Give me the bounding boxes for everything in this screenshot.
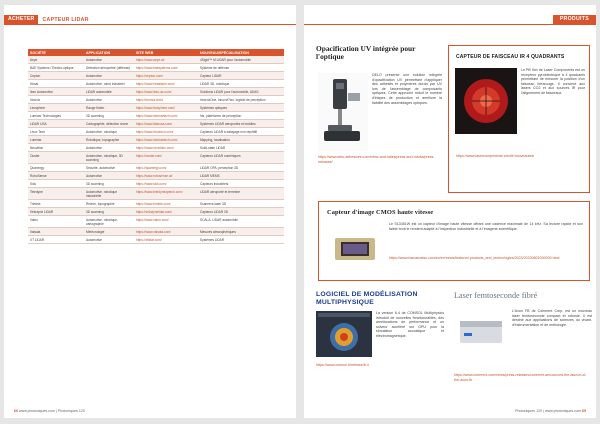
application-cell: Automotive bbox=[84, 72, 134, 80]
article-title-comsol: LOGICIEL DE MODÉLISATION MULTIPHYSIQUE bbox=[316, 291, 418, 306]
specialty-cell: SCALA, LiDAR automobile bbox=[198, 216, 284, 228]
website-cell[interactable]: https://ouster.com/ bbox=[134, 152, 198, 164]
website-cell[interactable]: https://www.lidarusa.com/ bbox=[134, 120, 198, 128]
article-body: La version 6.4 de COMSOL Multiphysics introduit de nouvelles fonctionnalités, des améliorations de performance et un solveur accéléré sur GPU pour la simulation acoustique et électromagnétique. bbox=[376, 311, 444, 338]
table-row bbox=[28, 188, 284, 200]
website-cell[interactable]: https://www.neuvition.com/ bbox=[134, 144, 198, 152]
company-cell: LiDAR USA bbox=[28, 120, 84, 128]
website-cell[interactable]: https://www.livoxtech.com/ bbox=[134, 128, 198, 136]
company-cell: RoboSense bbox=[28, 172, 84, 180]
header-rule bbox=[304, 24, 596, 25]
table-row bbox=[28, 180, 284, 188]
company-cell: Cepton bbox=[28, 72, 84, 80]
article-box-quadrant bbox=[448, 45, 590, 193]
right-footer: Photoniques 120 | www.photoniques.com 69 bbox=[515, 409, 586, 413]
cmos-sensor-image bbox=[327, 224, 383, 274]
table-row bbox=[28, 164, 284, 172]
company-cell: Valeo bbox=[28, 216, 84, 228]
application-cell: Détection aéroportée (défense) bbox=[84, 64, 134, 72]
application-cell: Relevé, topographie bbox=[84, 200, 134, 208]
application-cell: Météorologie bbox=[84, 228, 134, 236]
footer-url[interactable]: www.photoniques.com bbox=[19, 409, 55, 413]
website-cell[interactable]: https://velodynelidar.com/ bbox=[134, 208, 198, 216]
specialty-cell: Capteurs LiDAR à balayage non répétitif bbox=[198, 128, 284, 136]
company-cell: Aeye bbox=[28, 56, 84, 64]
application-cell: Automotive, robotique bbox=[84, 128, 134, 136]
company-cell: Quanergy bbox=[28, 164, 84, 172]
company-cell: Hesai bbox=[28, 80, 84, 88]
column-header: NOUVEAU/SPÉCIALISATION bbox=[198, 49, 284, 56]
right-page bbox=[304, 5, 596, 418]
website-cell[interactable]: https://www.teledyneoptech.com/ bbox=[134, 188, 198, 200]
application-cell: Automotive bbox=[84, 144, 134, 152]
application-cell: Automotive bbox=[84, 172, 134, 180]
article-title-opacification: Opacification UV intégrée pour l'optique bbox=[316, 44, 416, 62]
application-cell: Automotive bbox=[84, 96, 134, 104]
company-cell: Neuvition bbox=[28, 144, 84, 152]
website-cell[interactable]: https://www.robosense.ai/ bbox=[134, 172, 198, 180]
specialty-cell: Systèmes LiDAR aéroportés et mobiles bbox=[198, 120, 284, 128]
company-cell: Vaisala bbox=[28, 228, 84, 236]
specialty-cell: LiDAR 3D, robotique bbox=[198, 80, 284, 88]
company-cell: Trimble bbox=[28, 200, 84, 208]
specialty-cell: Solid-state LiDAR bbox=[198, 144, 284, 152]
header-rule bbox=[4, 24, 296, 25]
website-cell[interactable]: https://cepton.com/ bbox=[134, 72, 198, 80]
specialty-cell: LiDAR OPA, perception 3D bbox=[198, 164, 284, 172]
application-cell: Automotive bbox=[84, 56, 134, 64]
article-body: Le PB 9ch de Laser Components est un récepteur pyroélectrique à 4 quadrants permettant de mesurer la position d'un faisceau infrarouge. Il convient aux lasers CO2 et aux sources IR pour l'alignement de faisceaux. bbox=[521, 68, 585, 95]
article-title-cmos: Capteur d'image CMOS haute vitesse bbox=[327, 209, 434, 216]
company-cell: Luminar Technologies bbox=[28, 112, 84, 120]
specialty-cell: Système de défense bbox=[198, 64, 284, 72]
company-cell: Innoviz bbox=[28, 96, 84, 104]
website-cell[interactable]: https://www.leosphere.com/ bbox=[134, 104, 198, 112]
table-row bbox=[28, 208, 284, 216]
table-row bbox=[28, 228, 284, 236]
specialty-cell: Scanners laser 3D bbox=[198, 200, 284, 208]
website-cell[interactable]: https://www.aeye.ai/ bbox=[134, 56, 198, 64]
article-link-hamamatsu[interactable]: https://www.hamamatsu.com/eu/en/news/featured-products_and_technologies/2023/20230801000000.html bbox=[389, 256, 560, 260]
left-section-header bbox=[4, 15, 89, 24]
website-cell[interactable]: https://www.hesaitech.com/ bbox=[134, 80, 198, 88]
article-link-coherent[interactable]: https://www.coherent.com/news/press-releases/coherent-announced-the-launch-of-the-axon-fb bbox=[454, 373, 587, 382]
application-cell: Sécurité, automotive bbox=[84, 164, 134, 172]
table-header-row bbox=[28, 49, 284, 56]
article-box-cmos bbox=[318, 201, 590, 281]
company-cell: Leosphere bbox=[28, 104, 84, 112]
specialty-cell: Mapping, localisation bbox=[198, 136, 284, 144]
section-title-capteur-lidar: CAPTEUR LIDAR bbox=[42, 16, 89, 23]
website-cell[interactable]: https://www.valeo.com/ bbox=[134, 216, 198, 228]
website-cell[interactable]: https://www.luminartech.com/ bbox=[134, 136, 198, 144]
table-row bbox=[28, 80, 284, 88]
ir-sensor-image bbox=[455, 68, 517, 134]
comsol-screenshot-image bbox=[316, 311, 372, 357]
website-cell[interactable]: https://www.luminartech.com/ bbox=[134, 112, 198, 120]
table-row bbox=[28, 236, 284, 244]
company-cell: Livox Tech bbox=[28, 128, 84, 136]
website-cell[interactable]: https://quanergy.com/ bbox=[134, 164, 198, 172]
company-cell: BAE Systems / Electro-optique bbox=[28, 64, 84, 72]
application-cell: 3D scanning bbox=[84, 180, 134, 188]
application-cell: Automotive, robotique, cartographie bbox=[84, 216, 134, 228]
website-cell[interactable]: https://www.ibeo-as.com/ bbox=[134, 88, 198, 96]
table-row bbox=[28, 88, 284, 96]
specialty-cell: LiDAR aéroporté et terrestre bbox=[198, 188, 284, 200]
company-cell: Velodyne LiDAR bbox=[28, 208, 84, 216]
lidar-supplier-table bbox=[28, 49, 284, 244]
uv-device-image bbox=[318, 73, 368, 151]
article-link-delo[interactable]: https://www.delo-adhesives.com/news-and-sales/press-and-media/press-releases/ bbox=[318, 155, 435, 164]
application-cell: Robotique, topographie bbox=[84, 136, 134, 144]
specialty-cell: LiDAR MEMS bbox=[198, 172, 284, 180]
company-cell: Luminar bbox=[28, 136, 84, 144]
table-row bbox=[28, 128, 284, 136]
column-header: SITE WEB bbox=[134, 49, 198, 56]
table-row bbox=[28, 144, 284, 152]
company-cell: Sick bbox=[28, 180, 84, 188]
page-number: 69 bbox=[582, 409, 586, 413]
femto-laser-image bbox=[454, 307, 508, 355]
table-row bbox=[28, 56, 284, 64]
table-row bbox=[28, 136, 284, 144]
company-cell: Ibeo Automotive bbox=[28, 88, 84, 96]
company-cell: XT LiDAR bbox=[28, 236, 84, 244]
application-cell: 3D scanning bbox=[84, 112, 134, 120]
company-cell: Ouster bbox=[28, 152, 84, 164]
article-link-lasercomponents[interactable]: https://www.lasercomponents.com/fr/nouveautes/ bbox=[456, 154, 535, 158]
application-cell: Automotive bbox=[84, 236, 134, 244]
application-cell: Automotive, robot industriel bbox=[84, 80, 134, 88]
application-cell: Automotive, robotique industrielle bbox=[84, 188, 134, 200]
column-header: SOCIÉTÉ bbox=[28, 49, 84, 56]
article-body: Le S13451W est un capteur d'image haute vitesse offrant une cadence maximale de 14 kHz. Sa lecture rapide et son faible bruit le rendent adapté à l'inspection industrielle et à l'imagerie scientifique. bbox=[389, 222, 583, 231]
specialty-cell: Capteurs LiDAR 3D bbox=[198, 208, 284, 216]
application-cell: Cartographie, détection drone bbox=[84, 120, 134, 128]
table-row bbox=[28, 104, 284, 112]
website-cell[interactable]: https://www.vaisala.com/ bbox=[134, 228, 198, 236]
specialty-cell: Iris, plateforme de perception bbox=[198, 112, 284, 120]
table-row bbox=[28, 200, 284, 208]
table-row bbox=[28, 112, 284, 120]
left-footer: 66 www.photoniques.com | Photoniques 120 bbox=[14, 409, 85, 413]
specialty-cell: Capteurs LiDAR numériques bbox=[198, 152, 284, 164]
application-cell: 3D scanning bbox=[84, 208, 134, 216]
table-row bbox=[28, 96, 284, 104]
section-tag-produits: PRODUITS bbox=[553, 15, 596, 24]
table-row bbox=[28, 64, 284, 72]
application-cell: LiDAR automobile bbox=[84, 88, 134, 96]
page-number: 66 bbox=[14, 409, 18, 413]
article-title-femto: Laser femtoseconde fibré bbox=[454, 291, 538, 300]
article-body: L'Axon FB de Coherent Corp. est un nouveau laser femtoseconde compact et robuste. Il est destiné aux applications de sciences du vivant, d'instrumentation et de métrologie. bbox=[512, 309, 592, 327]
application-cell: Range finder bbox=[84, 104, 134, 112]
website-cell[interactable]: https://www.trimble.com/ bbox=[134, 200, 198, 208]
specialty-cell: 4Sight™ M LiDAR pour l'automobile bbox=[198, 56, 284, 64]
website-cell[interactable]: https://xtlidar.com/ bbox=[134, 236, 198, 244]
footer-issue: Photoniques 120 bbox=[57, 409, 85, 413]
table-row bbox=[28, 172, 284, 180]
table-row bbox=[28, 152, 284, 164]
company-cell: Teledyne bbox=[28, 188, 84, 200]
article-body: DELO présente une solution intégrée d'opacification UV permettant d'appliquer des adhésifs et polymères durcis par UV lors de l'assemblage de composants optiques. Cette approche réduit le nombre d'étapes de production et améliore la fiabilité des assemblages optiques. bbox=[372, 73, 442, 105]
specialty-cell: Solutions LiDAR pour l'automobile, ADAS bbox=[198, 88, 284, 96]
column-header: APPLICATION bbox=[84, 49, 134, 56]
table-row bbox=[28, 72, 284, 80]
table-row bbox=[28, 216, 284, 228]
table-row bbox=[28, 120, 284, 128]
table-body bbox=[28, 56, 284, 244]
footer-url[interactable]: www.photoniques.com bbox=[545, 409, 581, 413]
specialty-cell: Systèmes LiDAR bbox=[198, 236, 284, 244]
website-cell[interactable]: https://www.sick.com/ bbox=[134, 180, 198, 188]
website-cell[interactable]: https://www.baesystems.com/ bbox=[134, 64, 198, 72]
website-cell[interactable]: https://innoviz.tech/ bbox=[134, 96, 198, 104]
article-title-quadrant: CAPTEUR DE FAISCEAU IR 4 QUADRANTS bbox=[456, 54, 565, 60]
specialty-cell: Systèmes optiques bbox=[198, 104, 284, 112]
specialty-cell: Mesures atmosphériques bbox=[198, 228, 284, 236]
specialty-cell: Capteurs industriels bbox=[198, 180, 284, 188]
application-cell: Automotive, robotique, 3D scanning bbox=[84, 152, 134, 164]
footer-issue: Photoniques 120 bbox=[515, 409, 543, 413]
left-page bbox=[4, 5, 296, 418]
section-tag-acheter: ACHETER bbox=[4, 15, 38, 24]
specialty-cell: InnovizOne, InnovizTwo, logiciel de perception bbox=[198, 96, 284, 104]
specialty-cell: Capteur LiDAR bbox=[198, 72, 284, 80]
article-link-comsol[interactable]: https://www.comsol.fr/release/6.4 bbox=[316, 363, 369, 367]
